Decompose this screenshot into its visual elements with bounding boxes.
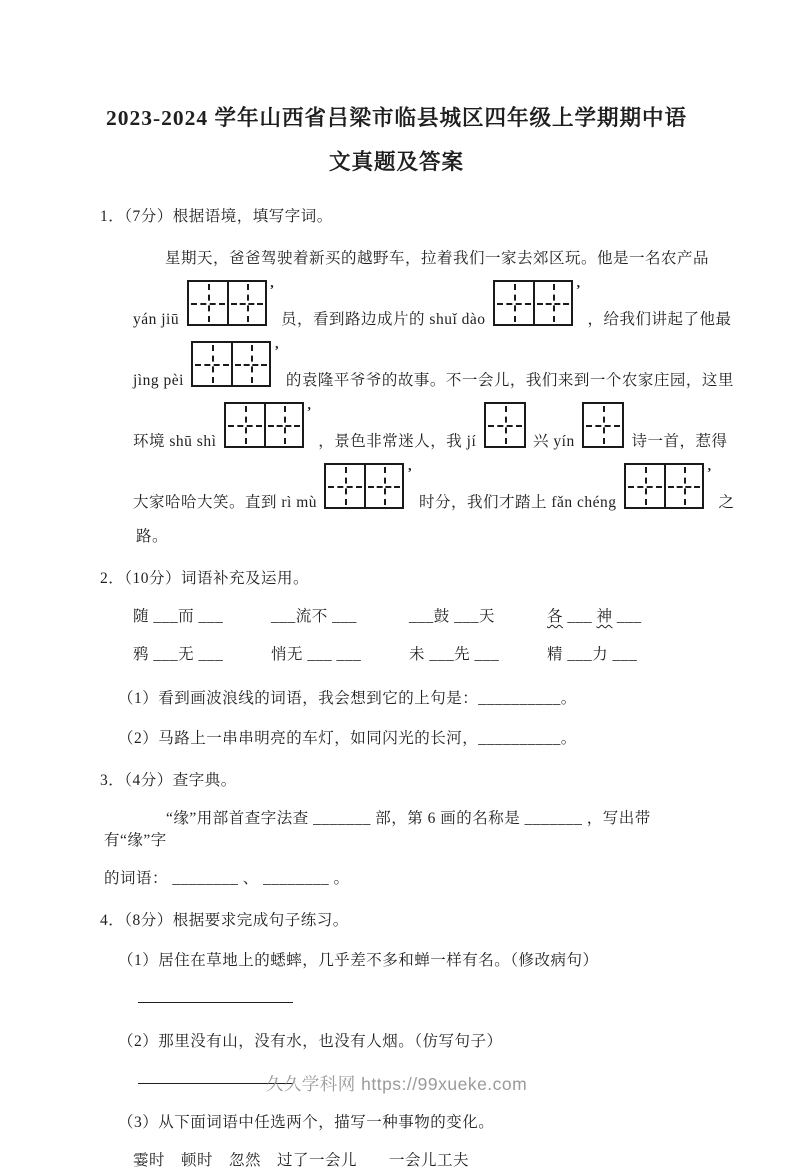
page-title bbox=[100, 96, 693, 184]
box-comma-mark: ’ bbox=[274, 344, 280, 359]
q2-idiom-row-1 bbox=[133, 604, 693, 626]
idiom-blank-item: 悄无 ___ ___ bbox=[271, 646, 362, 663]
q1-paragraph-line3 bbox=[133, 341, 734, 390]
tianzige-box-pair bbox=[187, 280, 267, 326]
question-3-heading: 3．（4分）查字典。 bbox=[100, 772, 237, 789]
page-title-line1: 2023-2024 学年山西省吕梁市临县城区四年级上学期期中语 bbox=[105, 106, 688, 130]
tianzige-box-pair bbox=[324, 463, 404, 509]
idiom-blank-item: 精 ___力 ___ bbox=[547, 646, 638, 663]
idiom-blank: ___ bbox=[612, 608, 642, 625]
wavy-underlined-char: 神 bbox=[596, 608, 613, 625]
box-comma-mark: ’ bbox=[407, 466, 413, 481]
tianzige-box-pair bbox=[624, 463, 704, 509]
page-title-line2: 文真题及答案 bbox=[328, 150, 464, 174]
box-comma-mark: ’ bbox=[706, 466, 713, 481]
q1-paragraph-line4 bbox=[133, 402, 728, 451]
q1-line5-text-c: 之 bbox=[718, 494, 735, 511]
idiom-blank-item: 随 ___而 ___ bbox=[133, 608, 224, 625]
q4-word-choices: 霎时 顿时 忽然 过了一会儿 一会儿工夫 bbox=[133, 1152, 470, 1169]
idiom-blank-item-wavy bbox=[547, 604, 685, 626]
footer-watermark: 久久学科网 https://99xueke.com bbox=[265, 1074, 528, 1094]
tianzige-box-pair bbox=[191, 341, 271, 387]
q2-sub-question-2: （2）马路上一串串明亮的车灯，如同闪光的长河，__________。 bbox=[118, 730, 577, 747]
tianzige-box-single bbox=[582, 402, 624, 448]
idiom-blank: ___ bbox=[563, 608, 597, 625]
q3-line1: “缘”用部首查字法查 _______ 部，第 6 画的名称是 _______ ，写出带有“缘”字 bbox=[104, 810, 651, 849]
q1-line3-text-b: 的袁隆平爷爷的故事。不一会儿，我们来到一个农家庄园，这里 bbox=[285, 372, 734, 389]
answer-line bbox=[138, 1002, 293, 1003]
q4-sub-question-1: （1）居住在草地上的蟋蟀，几乎差不多和蝉一样有名。（修改病句） bbox=[118, 952, 599, 969]
idiom-blank-item: ___鼓 ___天 bbox=[409, 608, 495, 625]
q2-sub-question-1: （1）看到画波浪线的词语，我会想到它的上句是：__________。 bbox=[118, 690, 577, 707]
q1-paragraph-line6: 路。 bbox=[136, 528, 169, 545]
tianzige-box-pair bbox=[224, 402, 304, 448]
q3-line2: 的词语： ________ 、 ________ 。 bbox=[104, 870, 350, 887]
q1-line5-text-b: 时分，我们才踏上 fǎn chéng bbox=[418, 494, 617, 511]
q1-line4-text-b: ，景色非常迷人，我 jí bbox=[318, 433, 477, 450]
q1-line2-text-b: 员，看到路边成片的 shuǐ dào bbox=[281, 311, 486, 328]
question-1-heading: 1．（7分）根据语境，填写字词。 bbox=[100, 208, 333, 225]
idiom-blank-item: 鸦 ___无 ___ bbox=[133, 646, 224, 663]
q1-paragraph-line1: 星期天，爸爸驾驶着新买的越野车，拉着我们一家去郊区玩。他是一名农产品 bbox=[165, 250, 710, 267]
q1-line2-text-c: ，给我们讲起了他最 bbox=[587, 311, 732, 328]
question-4-heading: 4．（8分）根据要求完成句子练习。 bbox=[100, 912, 349, 929]
tianzige-box-single bbox=[484, 402, 526, 448]
tianzige-box-pair bbox=[493, 280, 573, 326]
question-2-heading: 2．（10分）词语补充及运用。 bbox=[100, 570, 310, 587]
q1-line5-text-a: 大家哈哈大笑。直到 rì mù bbox=[133, 494, 318, 511]
q4-sub-question-3: （3）从下面词语中任选两个，描写一种事物的变化。 bbox=[118, 1114, 495, 1131]
box-comma-mark: ’ bbox=[306, 405, 312, 420]
q1-line3-text-a: jìng pèi bbox=[133, 372, 184, 389]
q1-line4-text-c: 兴 yín bbox=[533, 433, 575, 450]
q1-line4-text-d: 诗一首，惹得 bbox=[631, 433, 728, 450]
q1-line4-text-a: 环境 shū shì bbox=[133, 433, 217, 450]
idiom-blank-item: ___流不 ___ bbox=[271, 608, 357, 625]
idiom-blank-item: 未 ___先 ___ bbox=[409, 646, 500, 663]
box-comma-mark: ’ bbox=[269, 283, 275, 298]
q4-sub-question-2: （2）那里没有山，没有水，也没有人烟。（仿写句子） bbox=[118, 1033, 503, 1050]
q1-paragraph-line5 bbox=[133, 463, 735, 512]
q2-idiom-row-2 bbox=[133, 642, 693, 664]
q1-paragraph-line2 bbox=[133, 280, 732, 329]
box-comma-mark: ’ bbox=[575, 283, 582, 298]
q1-line2-text-a: yán jiū bbox=[133, 311, 180, 328]
wavy-underlined-char: 各 bbox=[547, 608, 564, 625]
